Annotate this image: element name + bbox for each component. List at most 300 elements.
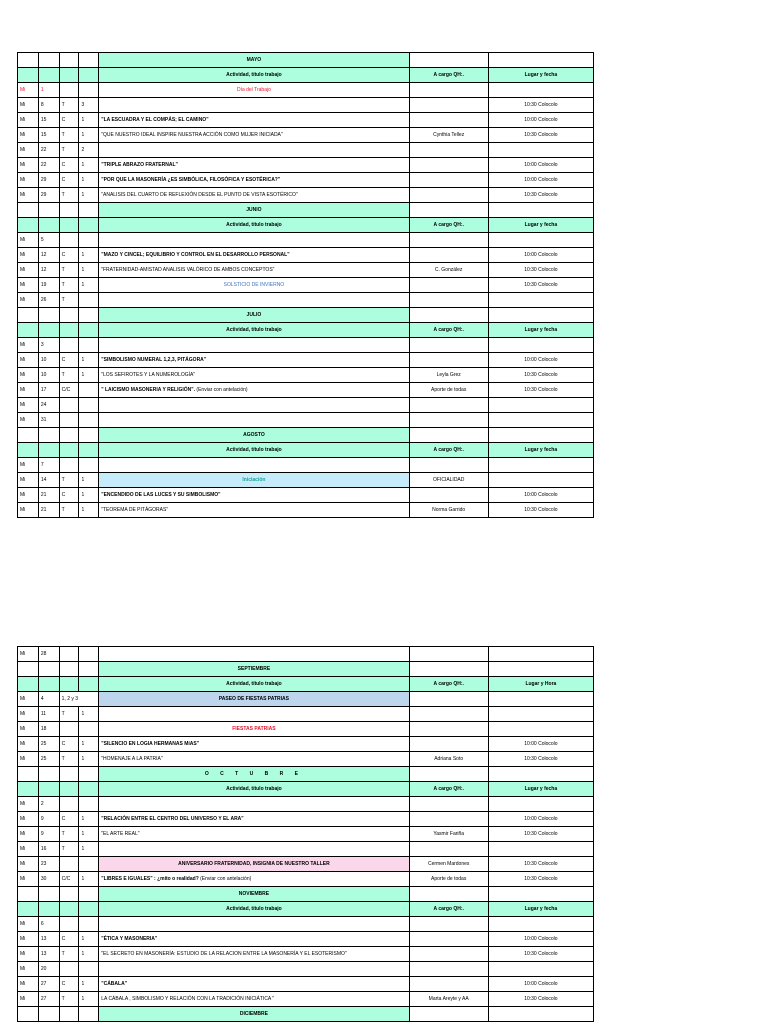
- session-count-cell: 1: [79, 488, 99, 503]
- in-charge-column-header: A cargo QH:.: [409, 323, 488, 338]
- blank-cell: [488, 767, 593, 782]
- place-cell: 10:30 Colocolo: [488, 992, 593, 1007]
- place-cell: [488, 692, 593, 707]
- activity-title: "TRIPLE ABRAZO FRATERNAL": [101, 161, 178, 168]
- session-count-cell: 1: [79, 947, 99, 962]
- session-count-cell: [79, 383, 99, 398]
- activity-cell: [99, 473, 409, 488]
- in-charge-cell: [409, 98, 488, 113]
- header-blank-cell: [18, 677, 39, 692]
- schedule-row: [18, 827, 594, 842]
- header-blank-cell: [59, 323, 79, 338]
- place-cell: 10:00 Colocolo: [488, 488, 593, 503]
- blank-cell: [18, 1007, 39, 1022]
- place-cell: [488, 707, 593, 722]
- activity-title: LA CÁBALA , SIMBOLISMO Y RELACIÓN CON LA TRADICIÓN INICIÁTICA ": [101, 995, 275, 1002]
- activity-title: FIESTAS PATRIAS: [232, 725, 276, 732]
- day-cell: Mi: [18, 128, 39, 143]
- blank-cell: [38, 767, 59, 782]
- schedule-row: [18, 353, 594, 368]
- session-type-cell: [59, 857, 79, 872]
- session-type-cell: T: [59, 992, 79, 1007]
- place-cell: 10:00 Colocolo: [488, 158, 593, 173]
- blank-cell: [79, 428, 99, 443]
- in-charge-cell: [409, 143, 488, 158]
- schedule-row: [18, 188, 594, 203]
- month-title: SEPTIEMBRE: [99, 662, 409, 677]
- activity-title: "ÉTICA Y MASONERIA": [101, 935, 158, 942]
- session-count-cell: 1: [79, 977, 99, 992]
- schedule-row: [18, 722, 594, 737]
- blank-cell: [59, 1007, 79, 1022]
- session-type-cell: T: [59, 98, 79, 113]
- blank-cell: [488, 887, 593, 902]
- schedule-row: [18, 128, 594, 143]
- day-cell: Mi: [18, 143, 39, 158]
- place-cell: 10:00 Colocolo: [488, 737, 593, 752]
- place-column-header: Lugar y fecha: [488, 218, 593, 233]
- date-cell: 1: [38, 83, 59, 98]
- place-cell: [488, 413, 593, 428]
- activity-note: (Enviar con antelación): [195, 386, 248, 393]
- date-cell: 11: [38, 707, 59, 722]
- in-charge-cell: Marta Areyte y AA: [409, 992, 488, 1007]
- blank-cell: [59, 308, 79, 323]
- activity-cell: [99, 338, 409, 353]
- place-cell: 10:30 Colocolo: [488, 857, 593, 872]
- day-cell: Mi: [18, 233, 39, 248]
- schedule-row: [18, 413, 594, 428]
- in-charge-cell: [409, 962, 488, 977]
- date-cell: 9: [38, 827, 59, 842]
- day-cell: Mi: [18, 827, 39, 842]
- month-header-row: [18, 203, 594, 218]
- blank-cell: [79, 53, 99, 68]
- place-cell: 10:30 Colocolo: [488, 947, 593, 962]
- session-type-cell: C: [59, 488, 79, 503]
- in-charge-cell: [409, 278, 488, 293]
- date-cell: 7: [38, 458, 59, 473]
- place-column-header: Lugar y fecha: [488, 902, 593, 917]
- blank-cell: [18, 662, 39, 677]
- in-charge-cell: [409, 458, 488, 473]
- in-charge-column-header: A cargo QH:.: [409, 677, 488, 692]
- activity-cell: [99, 458, 409, 473]
- schedule-table-may-august: [17, 52, 594, 518]
- column-header-row: [18, 677, 594, 692]
- blank-cell: [409, 53, 488, 68]
- activity-cell: [99, 707, 409, 722]
- header-blank-cell: [79, 782, 99, 797]
- in-charge-cell: C. González: [409, 263, 488, 278]
- schedule-row: [18, 692, 594, 707]
- session-type-cell: T: [59, 263, 79, 278]
- date-cell: 30: [38, 872, 59, 887]
- day-cell: Mi: [18, 503, 39, 518]
- activity-cell: [99, 278, 409, 293]
- schedule-row: [18, 143, 594, 158]
- activity-note: (Enviar con antelación): [198, 875, 252, 882]
- in-charge-cell: [409, 338, 488, 353]
- activity-title: "HOMENAJE A LA PATRIA": [101, 755, 163, 762]
- header-blank-cell: [59, 782, 79, 797]
- session-count-cell: 1: [79, 278, 99, 293]
- day-cell: Mi: [18, 692, 39, 707]
- session-count-cell: 1: [79, 173, 99, 188]
- activity-cell: [99, 857, 409, 872]
- session-count-cell: [79, 413, 99, 428]
- session-count-cell: 1: [79, 263, 99, 278]
- blank-cell: [59, 53, 79, 68]
- session-type-cell: C: [59, 737, 79, 752]
- day-cell: Mi: [18, 83, 39, 98]
- session-type-cell: C: [59, 158, 79, 173]
- in-charge-cell: [409, 842, 488, 857]
- activity-cell: [99, 98, 409, 113]
- activity-title: PASEO DE FIESTAS PATRIAS: [218, 695, 290, 702]
- session-type-cell: [59, 458, 79, 473]
- in-charge-cell: [409, 737, 488, 752]
- header-blank-cell: [18, 218, 39, 233]
- place-cell: [488, 962, 593, 977]
- in-charge-cell: Cermen Mardones: [409, 857, 488, 872]
- in-charge-cell: [409, 488, 488, 503]
- in-charge-column-header: A cargo QH:.: [409, 782, 488, 797]
- session-count-cell: 1: [79, 932, 99, 947]
- session-type-cell: C: [59, 812, 79, 827]
- day-cell: Mi: [18, 857, 39, 872]
- schedule-row: [18, 707, 594, 722]
- activity-cell: [99, 812, 409, 827]
- activity-title: "MAZO Y CINCEL; EQUILIBRIO Y CONTROL EN EL DESARROLLO PERSONAL": [101, 251, 290, 258]
- schedule-row: [18, 797, 594, 812]
- place-cell: [488, 917, 593, 932]
- activity-title: "LIBRES E IGUALES" : ¿mito o realidad?: [101, 875, 199, 882]
- activity-cell: [99, 932, 409, 947]
- blank-cell: [18, 767, 39, 782]
- date-cell: 6: [38, 917, 59, 932]
- schedule-table-september-december: [17, 646, 594, 1022]
- place-cell: [488, 143, 593, 158]
- date-cell: 29: [38, 173, 59, 188]
- day-cell: Mi: [18, 917, 39, 932]
- session-type-cell: T: [59, 278, 79, 293]
- date-cell: 14: [38, 473, 59, 488]
- header-blank-cell: [38, 323, 59, 338]
- in-charge-column-header: A cargo QH:.: [409, 443, 488, 458]
- session-type-cell: T: [59, 473, 79, 488]
- blank-cell: [79, 203, 99, 218]
- day-cell: Mi: [18, 248, 39, 263]
- session-type-cell: [59, 83, 79, 98]
- session-count-cell: 1: [79, 113, 99, 128]
- place-cell: 10:30 Colocolo: [488, 383, 593, 398]
- schedule-row: [18, 383, 594, 398]
- column-header-row: [18, 323, 594, 338]
- in-charge-cell: [409, 83, 488, 98]
- date-cell: 27: [38, 977, 59, 992]
- header-blank-cell: [38, 68, 59, 83]
- date-cell: 22: [38, 158, 59, 173]
- day-cell: Mi: [18, 278, 39, 293]
- date-cell: 22: [38, 143, 59, 158]
- column-header-row: [18, 218, 594, 233]
- session-count-cell: 1: [79, 368, 99, 383]
- schedule-row: [18, 947, 594, 962]
- place-cell: 10:00 Colocolo: [488, 932, 593, 947]
- day-cell: Mi: [18, 338, 39, 353]
- session-type-cell: T: [59, 503, 79, 518]
- place-cell: [488, 83, 593, 98]
- blank-cell: [38, 1007, 59, 1022]
- place-cell: 10:30 Colocolo: [488, 263, 593, 278]
- place-cell: [488, 233, 593, 248]
- column-header-row: [18, 902, 594, 917]
- session-type-cell: C: [59, 977, 79, 992]
- date-cell: 16: [38, 842, 59, 857]
- schedule-row: [18, 842, 594, 857]
- session-count-cell: 1: [79, 158, 99, 173]
- schedule-row: [18, 83, 594, 98]
- in-charge-cell: Norma Garrido: [409, 503, 488, 518]
- date-cell: 31: [38, 413, 59, 428]
- date-cell: 15: [38, 128, 59, 143]
- place-column-header: Lugar y Hora: [488, 677, 593, 692]
- day-cell: Mi: [18, 947, 39, 962]
- in-charge-cell: [409, 113, 488, 128]
- blank-cell: [38, 887, 59, 902]
- session-count-cell: 1: [79, 872, 99, 887]
- day-cell: Mi: [18, 188, 39, 203]
- session-count-cell: 1: [79, 737, 99, 752]
- date-cell: 10: [38, 353, 59, 368]
- place-column-header: Lugar y fecha: [488, 323, 593, 338]
- in-charge-cell: [409, 977, 488, 992]
- date-cell: 28: [38, 647, 59, 662]
- activity-cell: [99, 398, 409, 413]
- session-type-cell: 1, 2 y 3: [59, 692, 99, 707]
- day-cell: Mi: [18, 113, 39, 128]
- date-cell: 29: [38, 188, 59, 203]
- header-blank-cell: [79, 677, 99, 692]
- place-cell: 10:30 Colocolo: [488, 752, 593, 767]
- blank-cell: [409, 662, 488, 677]
- session-type-cell: T: [59, 188, 79, 203]
- in-charge-cell: [409, 233, 488, 248]
- blank-cell: [409, 308, 488, 323]
- blank-cell: [79, 1007, 99, 1022]
- date-cell: 15: [38, 113, 59, 128]
- activity-cell: [99, 842, 409, 857]
- session-type-cell: C: [59, 173, 79, 188]
- blank-cell: [409, 767, 488, 782]
- in-charge-cell: Leyla Grez: [409, 368, 488, 383]
- session-count-cell: 1: [79, 707, 99, 722]
- place-cell: [488, 458, 593, 473]
- schedule-row: [18, 278, 594, 293]
- schedule-row: [18, 647, 594, 662]
- header-blank-cell: [18, 443, 39, 458]
- blank-cell: [18, 203, 39, 218]
- blank-cell: [488, 428, 593, 443]
- activity-title: "LA ESCUADRA Y EL COMPÁS; EL CAMINO": [101, 116, 209, 123]
- in-charge-cell: [409, 707, 488, 722]
- in-charge-cell: Aporte de todas: [409, 872, 488, 887]
- header-blank-cell: [38, 782, 59, 797]
- place-cell: [488, 842, 593, 857]
- header-blank-cell: [59, 218, 79, 233]
- place-cell: 10:00 Colocolo: [488, 812, 593, 827]
- activity-title: "EL ARTE REAL": [101, 830, 140, 837]
- month-header-row: [18, 662, 594, 677]
- activity-cell: [99, 752, 409, 767]
- month-header-row: [18, 767, 594, 782]
- blank-cell: [409, 428, 488, 443]
- activity-title: "SIMBOLISMO NUMERAL 1,2,3, PITÁGORA": [101, 356, 207, 363]
- month-title: JUNIO: [99, 203, 409, 218]
- in-charge-cell: [409, 722, 488, 737]
- header-blank-cell: [38, 218, 59, 233]
- session-type-cell: T: [59, 143, 79, 158]
- blank-cell: [59, 662, 79, 677]
- activity-cell: [99, 293, 409, 308]
- session-type-cell: [59, 647, 79, 662]
- place-column-header: Lugar y fecha: [488, 782, 593, 797]
- session-count-cell: 1: [79, 842, 99, 857]
- blank-cell: [59, 767, 79, 782]
- blank-cell: [409, 887, 488, 902]
- activity-cell: [99, 188, 409, 203]
- session-type-cell: [59, 797, 79, 812]
- day-cell: Mi: [18, 413, 39, 428]
- place-cell: 10:00 Colocolo: [488, 353, 593, 368]
- schedule-row: [18, 503, 594, 518]
- place-cell: [488, 293, 593, 308]
- blank-cell: [18, 53, 39, 68]
- in-charge-cell: Aporte de todas: [409, 383, 488, 398]
- schedule-row: [18, 173, 594, 188]
- day-cell: Mi: [18, 812, 39, 827]
- activity-cell: [99, 113, 409, 128]
- schedule-row: [18, 113, 594, 128]
- activity-cell: [99, 143, 409, 158]
- date-cell: 4: [38, 692, 59, 707]
- in-charge-cell: [409, 647, 488, 662]
- session-count-cell: [79, 917, 99, 932]
- date-cell: 26: [38, 293, 59, 308]
- header-blank-cell: [79, 902, 99, 917]
- in-charge-cell: [409, 917, 488, 932]
- blank-cell: [79, 662, 99, 677]
- session-type-cell: T: [59, 752, 79, 767]
- place-cell: [488, 647, 593, 662]
- activity-column-header: Actividad, título trabajo: [99, 218, 409, 233]
- session-count-cell: [79, 398, 99, 413]
- day-cell: Mi: [18, 353, 39, 368]
- session-type-cell: C: [59, 932, 79, 947]
- header-blank-cell: [59, 902, 79, 917]
- session-type-cell: [59, 338, 79, 353]
- activity-title: "ENCENDIDO DE LAS LUCES Y SU SIMBOLISMO": [101, 491, 221, 498]
- activity-column-header: Actividad, título trabajo: [99, 443, 409, 458]
- header-blank-cell: [79, 218, 99, 233]
- in-charge-cell: [409, 248, 488, 263]
- schedule-row: [18, 488, 594, 503]
- header-blank-cell: [18, 68, 39, 83]
- in-charge-cell: [409, 797, 488, 812]
- activity-cell: [99, 977, 409, 992]
- in-charge-cell: [409, 353, 488, 368]
- date-cell: 17: [38, 383, 59, 398]
- session-count-cell: [79, 962, 99, 977]
- blank-cell: [59, 428, 79, 443]
- activity-cell: [99, 737, 409, 752]
- session-type-cell: [59, 398, 79, 413]
- day-cell: Mi: [18, 872, 39, 887]
- place-cell: 10:30 Colocolo: [488, 188, 593, 203]
- header-blank-cell: [59, 443, 79, 458]
- session-count-cell: 1: [79, 128, 99, 143]
- day-cell: Mi: [18, 722, 39, 737]
- column-header-row: [18, 443, 594, 458]
- place-cell: 10:30 Colocolo: [488, 827, 593, 842]
- header-blank-cell: [79, 68, 99, 83]
- activity-column-header: Actividad, título trabajo: [99, 782, 409, 797]
- day-cell: Mi: [18, 293, 39, 308]
- activity-title: "POR QUE LA MASONERÍA ¿ES SIMBÓLICA, FILOSÓFICA Y ESOTÉRICA?": [101, 176, 281, 183]
- place-cell: [488, 722, 593, 737]
- day-cell: Mi: [18, 458, 39, 473]
- date-cell: 8: [38, 98, 59, 113]
- blank-cell: [38, 53, 59, 68]
- in-charge-column-header: A cargo QH:.: [409, 68, 488, 83]
- blank-cell: [79, 767, 99, 782]
- date-cell: 3: [38, 338, 59, 353]
- in-charge-cell: Cynthia Tellez: [409, 128, 488, 143]
- schedule-row: [18, 338, 594, 353]
- in-charge-column-header: A cargo QH:.: [409, 902, 488, 917]
- session-type-cell: C/C: [59, 872, 79, 887]
- activity-title: "LOS SEFIROTES Y LA NUMEROLOGÍA": [101, 371, 196, 378]
- day-cell: Mi: [18, 488, 39, 503]
- header-blank-cell: [38, 443, 59, 458]
- schedule-row: [18, 158, 594, 173]
- month-title: O C T U B R E: [99, 767, 409, 782]
- day-cell: Mi: [18, 932, 39, 947]
- activity-cell: [99, 647, 409, 662]
- blank-cell: [38, 308, 59, 323]
- date-cell: 10: [38, 368, 59, 383]
- session-count-cell: 1: [79, 188, 99, 203]
- place-cell: 10:00 Colocolo: [488, 113, 593, 128]
- month-header-row: [18, 887, 594, 902]
- session-type-cell: T: [59, 368, 79, 383]
- session-type-cell: T: [59, 293, 79, 308]
- activity-cell: [99, 488, 409, 503]
- schedule-row: [18, 872, 594, 887]
- day-cell: Mi: [18, 842, 39, 857]
- in-charge-cell: [409, 947, 488, 962]
- day-cell: Mi: [18, 797, 39, 812]
- day-cell: Mi: [18, 98, 39, 113]
- date-cell: 23: [38, 857, 59, 872]
- activity-column-header: Actividad, título trabajo: [99, 323, 409, 338]
- activity-title: "CÁBALA": [101, 980, 128, 987]
- activity-cell: [99, 722, 409, 737]
- session-count-cell: [79, 857, 99, 872]
- header-blank-cell: [79, 443, 99, 458]
- activity-title: ANIVERSARIO FRATERNIDAD, INSIGNIA DE NUESTRO TALLER: [178, 860, 330, 867]
